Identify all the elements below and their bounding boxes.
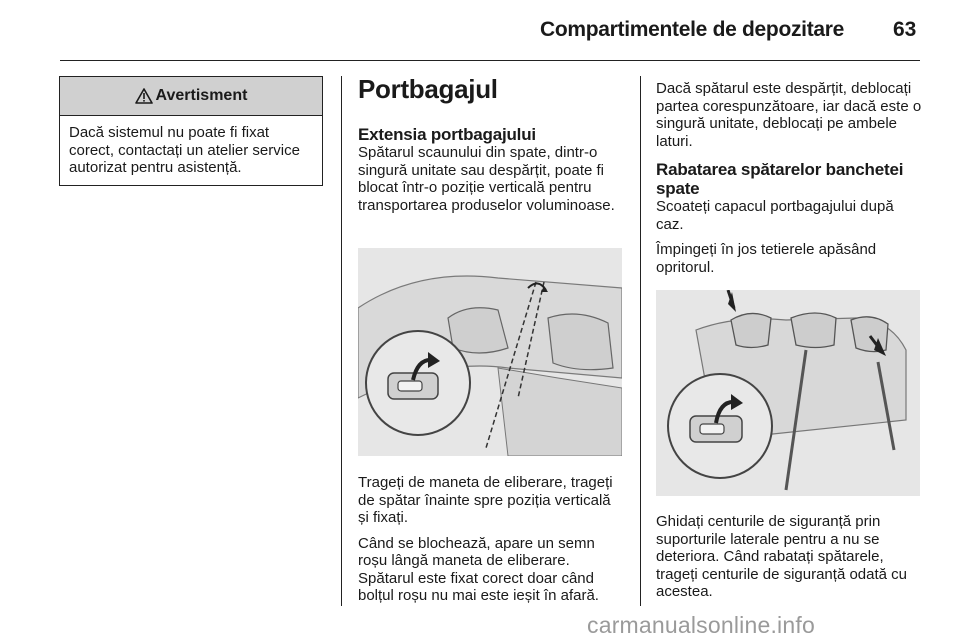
- seat-release-figure: [358, 248, 622, 456]
- split-backrest-paragraph: Dacă spătarul este despărțit, deblocați partea corespunzătoare, iar dacă este o singură unitate, deblocați pe ambele laturi.: [656, 80, 922, 150]
- middle-column: [358, 74, 624, 214]
- lock-indicator-paragraph: Când se blochează, apare un semn roșu lângă maneta de eliberare. Spătarul este fixat corect doar când bolțul roșu nu mai este ieșit în afară.: [358, 534, 599, 604]
- column-divider-left: [341, 76, 342, 606]
- warning-text: Dacă sistemul nu poate fi fixat corect, contactați un atelier service autorizat pentru asistență.: [69, 124, 300, 176]
- right-column-lower: [656, 513, 924, 601]
- warning-title: Avertisment: [155, 87, 248, 104]
- warning-header: [60, 77, 322, 116]
- warning-box: [59, 76, 323, 186]
- running-header-title: Compartimentele de depozitare: [540, 18, 845, 41]
- column-divider-right: [640, 76, 641, 606]
- middle-column-lower: [358, 474, 624, 605]
- right-column: [656, 80, 924, 276]
- page-number: 63: [893, 18, 917, 41]
- header-rule: [60, 60, 920, 61]
- subsection-title: Extensia portbagajului: [358, 125, 536, 144]
- watermark: carmanualsonline.info: [587, 612, 815, 638]
- intro-paragraph: Spătarul scaunului din spate, dintr-o singură unitate sau despărțit, poate fi blocat într-o poziție verticală pentru transportarea produselor voluminoase.: [358, 144, 615, 214]
- section-title: Portbagajul: [358, 74, 498, 104]
- warning-triangle-icon: [135, 88, 153, 104]
- fold-backrest-title: Rabatarea spătarelor banchetei spate: [656, 160, 904, 198]
- headrest-figure: [656, 290, 920, 496]
- seatbelt-paragraph: Ghidați centurile de siguranță prin suporturile laterale pentru a nu se deteriora. Când rabatați spătarele, trageți centurile de siguranță odată cu acestea.: [656, 513, 907, 600]
- release-lever-paragraph: Trageți de maneta de eliberare, trageți de spătar înainte spre poziția verticală și fixați.: [358, 474, 613, 526]
- remove-cover-paragraph: Scoateți capacul portbagajului după caz.: [656, 198, 894, 233]
- headrest-paragraph: Împingeți în jos tetierele apăsând opritorul.: [656, 241, 877, 276]
